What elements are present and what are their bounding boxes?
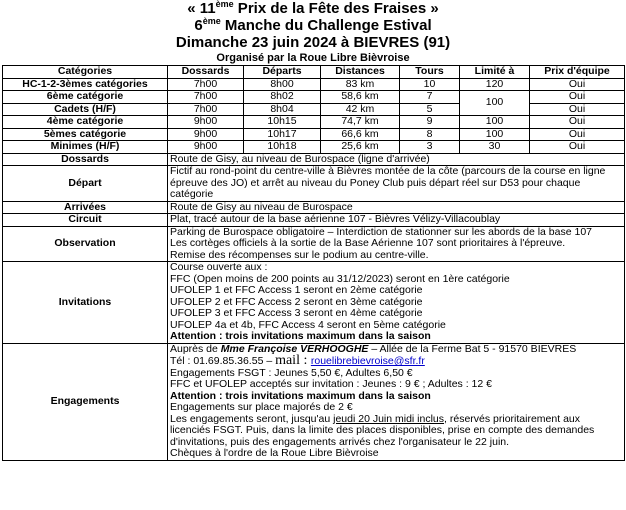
info-text: Route de Gisy au niveau de Burospace — [168, 201, 625, 214]
info-label: Circuit — [3, 214, 168, 227]
info-label: Invitations — [3, 262, 168, 344]
engagement-tel — [170, 355, 622, 368]
observation-line: Remise des récompenses sur le podium au centre-ville. — [170, 248, 429, 261]
row-distance: 74,7 km — [321, 116, 400, 129]
info-text — [168, 226, 625, 262]
row-limite-merged: 100 — [460, 91, 530, 116]
observation-line: Parking de Burospace obligatoire – Interdiction de stationner sur les abords de la base 107 — [170, 225, 593, 238]
event-organizer: Organisé par la Roue Libre Bièvroise — [216, 52, 410, 64]
row-tours: 3 — [400, 141, 460, 154]
subtitle-prefix: 6 — [194, 17, 203, 34]
table-row — [3, 91, 625, 104]
info-label: Engagements — [3, 343, 168, 460]
row-depart: 8h02 — [244, 91, 321, 104]
subtitle-suffix: Manche du Challenge Estival — [220, 17, 432, 34]
row-prix: Oui — [530, 141, 625, 154]
row-dossard: 7h00 — [168, 78, 244, 91]
col-header-distances: Distances — [321, 66, 400, 79]
row-depart: 10h17 — [244, 128, 321, 141]
info-label: Arrivées — [3, 201, 168, 214]
table-row — [3, 78, 625, 91]
invitation-note: Attention : trois invitations maximum dans la saison — [170, 330, 431, 342]
page-header — [0, 0, 626, 65]
invitation-line: Course ouverte aux : — [170, 261, 268, 273]
info-row-observation — [3, 226, 625, 262]
contact-prefix: Auprès de — [170, 342, 221, 355]
row-tours: 10 — [400, 78, 460, 91]
row-category: 5èmes catégorie — [3, 128, 168, 141]
row-depart: 10h18 — [244, 141, 321, 154]
row-tours: 8 — [400, 128, 460, 141]
info-row-arrivees — [3, 201, 625, 214]
title-prefix: « 11 — [187, 0, 216, 17]
mail-label: mail : — [275, 353, 311, 368]
col-header-prix: Prix d'équipe — [530, 66, 625, 79]
invitation-line: UFOLEP 2 et FFC Access 2 seront en 3ème catégorie — [170, 295, 423, 308]
col-header-limite: Limité à — [460, 66, 530, 79]
row-dossard: 9h00 — [168, 141, 244, 154]
row-prix: Oui — [530, 78, 625, 91]
invitation-line: UFOLEP 1 et FFC Access 1 seront en 2ème catégorie — [170, 284, 423, 296]
row-limite: 120 — [460, 78, 530, 91]
info-text: Route de Gisy, au niveau de Burospace (ligne d'arrivée) — [168, 153, 625, 166]
info-row-depart — [3, 166, 625, 202]
row-dossard: 7h00 — [168, 103, 244, 116]
engagement-deadline — [170, 414, 622, 449]
row-depart: 8h00 — [244, 78, 321, 91]
row-distance: 66,6 km — [321, 128, 400, 141]
row-category: HC-1-2-3èmes catégories — [3, 78, 168, 91]
engagement-contact — [170, 344, 622, 356]
row-category: Minimes (H/F) — [3, 141, 168, 154]
table-header-row — [3, 66, 625, 79]
contact-name: Mme Françoise VERHOOGHE — [220, 342, 369, 355]
info-label: Dossards — [3, 153, 168, 166]
row-distance: 83 km — [321, 78, 400, 91]
info-row-engagements — [3, 343, 625, 460]
row-tours: 7 — [400, 91, 460, 104]
row-limite: 100 — [460, 128, 530, 141]
info-label: Observation — [3, 226, 168, 262]
col-header-categories: Catégories — [3, 66, 168, 79]
row-distance: 58,6 km — [321, 91, 400, 104]
row-limite: 30 — [460, 141, 530, 154]
observation-line: Les cortèges officiels à la sortie de la Base Aérienne 107 sont prioritaires à l'épreuve. — [170, 237, 566, 249]
row-prix: Oui — [530, 116, 625, 129]
contact-address: – Allée de la Ferme Bat 5 - 91570 BIEVRES — [368, 342, 577, 355]
info-text — [168, 262, 625, 344]
deadline-suffix: , réservés prioritairement aux licenciés FSGT. Puis, dans la limite des places disponibles, prise en compte des demandes d'invitations, puis des engagements arrivés chez l'organisateur le 22 juin. — [170, 412, 595, 448]
info-row-invitations — [3, 262, 625, 344]
engagement-line: Engagements FSGT : Jeunes 5,50 €, Adultes 6,50 € — [170, 366, 413, 379]
col-header-tours: Tours — [400, 66, 460, 79]
row-category: Cadets (H/F) — [3, 103, 168, 116]
row-prix: Oui — [530, 128, 625, 141]
invitation-line: UFOLEP 3 et FFC Access 3 seront en 4ème catégorie — [170, 307, 423, 319]
row-category: 6ème catégorie — [3, 91, 168, 104]
title-suffix: Prix de la Fête des Fraises » — [233, 0, 439, 17]
subtitle-sup: ème — [202, 16, 221, 26]
table-row — [3, 116, 625, 129]
row-limite: 100 — [460, 116, 530, 129]
row-distance: 25,6 km — [321, 141, 400, 154]
mail-link[interactable]: rouelibrebievroise@sfr.fr — [310, 355, 425, 367]
invitation-line: FFC (Open moins de 200 points au 31/12/2023) seront en 1ère catégorie — [170, 272, 510, 285]
row-prix: Oui — [530, 103, 625, 116]
event-title — [0, 0, 626, 17]
engagement-note: Attention : trois invitations maximum dans la saison — [170, 389, 431, 402]
row-category: 4ème catégorie — [3, 116, 168, 129]
row-depart: 8h04 — [244, 103, 321, 116]
row-dossard: 9h00 — [168, 116, 244, 129]
info-text — [168, 343, 625, 460]
row-tours: 5 — [400, 103, 460, 116]
row-dossard: 7h00 — [168, 91, 244, 104]
title-sup: ème — [215, 0, 234, 9]
event-date: Dimanche 23 juin 2024 à BIEVRES (91) — [175, 34, 451, 51]
engagement-line: Chèques à l'ordre de la Roue Libre Bièvroise — [170, 447, 379, 459]
table-row — [3, 128, 625, 141]
info-row-circuit — [3, 214, 625, 227]
table-row — [3, 141, 625, 154]
invitation-line: UFOLEP 4a et 4b, FFC Access 4 seront en 5ème catégorie — [170, 318, 446, 331]
row-distance: 42 km — [321, 103, 400, 116]
deadline-prefix: Les engagements seront, jusqu'au — [170, 412, 334, 425]
info-text: Fictif au rond-point du centre-ville à Bièvres montée de la côte (parcours de la course en ligne épreuve des JO) et arrêt au niveau du Poney Club puis départ réel sur D53 pour chaque catégorie — [168, 166, 625, 202]
col-header-departs: Départs — [244, 66, 321, 79]
info-row-dossards — [3, 153, 625, 166]
race-table — [2, 65, 625, 461]
event-subtitle — [0, 17, 626, 34]
contact-tel: Tél : 01.69.85.36.55 – — [170, 355, 276, 367]
row-dossard: 9h00 — [168, 128, 244, 141]
table-row — [3, 103, 625, 116]
engagement-line: FFC et UFOLEP acceptés sur invitation : Jeunes : 9 € ; Adultes : 12 € — [170, 378, 492, 390]
col-header-dossards: Dossards — [168, 66, 244, 79]
deadline-date: jeudi 20 Juin midi inclus — [333, 412, 445, 425]
row-prix: Oui — [530, 91, 625, 104]
info-text: Plat, tracé autour de la base aérienne 107 - Bièvres Vélizy-Villacoublay — [168, 214, 625, 227]
info-label: Départ — [3, 166, 168, 202]
row-depart: 10h15 — [244, 116, 321, 129]
engagement-line: Engagements sur place majorés de 2 € — [170, 401, 353, 413]
row-tours: 9 — [400, 116, 460, 129]
